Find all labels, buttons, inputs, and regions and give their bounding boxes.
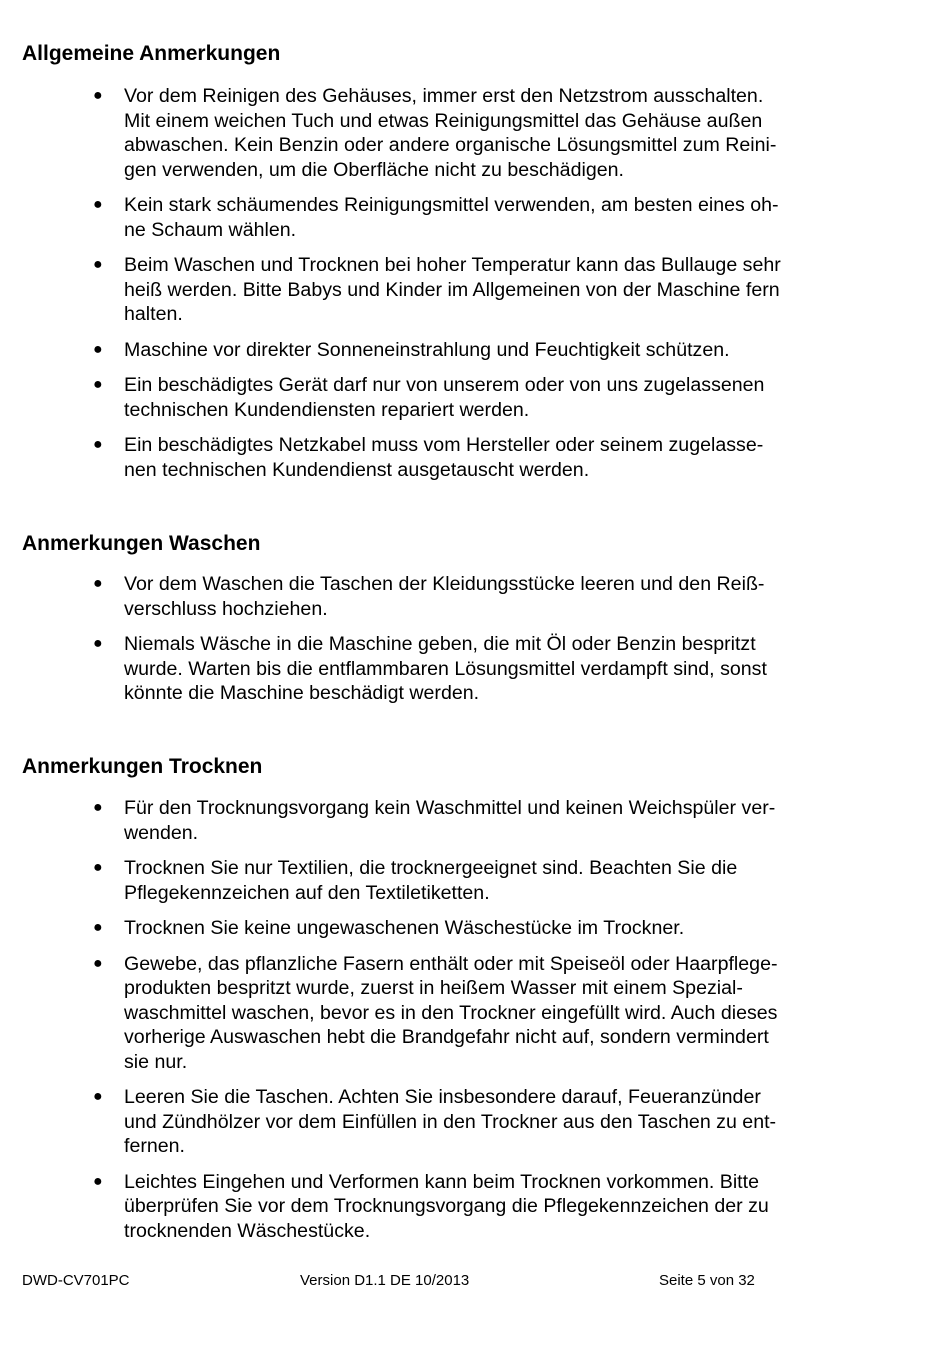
bullet-icon: ● bbox=[93, 635, 103, 652]
bullet-icon: ● bbox=[93, 436, 103, 453]
list-item: ● Vor dem Reinigen des Gehäuses, immer erst den Netzstrom ausschalten. Mit einem weichen Tuch und etwas Reinigungsmittel das Gehäuse außen abwaschen. Kein Benzin oder andere organische Lösungsmittel zum Reini- gen verwenden, um die Oberfläche nicht zu beschädigen. bbox=[93, 85, 777, 181]
list-item: ● Trocknen Sie nur Textilien, die trocknergeeignet sind. Beachten Sie die Pflegekennzeichen auf den Textiletiketten. bbox=[93, 857, 738, 904]
bullet-icon: ● bbox=[93, 859, 103, 876]
list-item: ● Beim Waschen und Trocknen bei hoher Temperatur kann das Bullauge sehr heiß werden. Bitte Babys und Kinder im Allgemeinen von der Maschine fern halten. bbox=[93, 254, 781, 325]
bullet-icon: ● bbox=[93, 799, 103, 816]
footer-model-number: DWD-CV701PC bbox=[22, 1272, 130, 1289]
bullet-icon: ● bbox=[93, 87, 103, 104]
list-item: ● Kein stark schäumendes Reinigungsmittel verwenden, am besten eines oh- ne Schaum wählen. bbox=[93, 194, 779, 241]
section-heading-general: Allgemeine Anmerkungen bbox=[22, 42, 281, 65]
section-heading-drying: Anmerkungen Trocknen bbox=[22, 755, 263, 778]
section-heading-washing: Anmerkungen Waschen bbox=[22, 532, 261, 555]
list-item: ● Gewebe, das pflanzliche Fasern enthält oder mit Speiseöl oder Haarpflege- produkten bespritzt wurde, zuerst in heißem Wasser mit einem Spezial- waschmittel waschen, bevor es in den Trockner eingefüllt wird. Auch dieses vorherige Auswaschen hebt die Brandgefahr nicht auf, sondern vermindert sie nur. bbox=[93, 952, 778, 1073]
list-item: ● Ein beschädigtes Netzkabel muss vom Hersteller oder seinem zugelasse- nen technischen Kundendienst ausgetauscht werden. bbox=[93, 434, 764, 481]
drying-notes-list bbox=[0, 796, 950, 1254]
bullet-icon: ● bbox=[93, 575, 103, 592]
list-item: ● Für den Trocknungsvorgang kein Waschmittel und keinen Weichspüler ver- wenden. bbox=[93, 797, 776, 844]
bullet-icon: ● bbox=[93, 1172, 103, 1190]
footer-page-number: Seite 5 von 32 bbox=[659, 1272, 755, 1289]
bullet-icon: ● bbox=[93, 954, 103, 972]
general-notes-list bbox=[0, 84, 950, 493]
list-item: ● Ein beschädigtes Gerät darf nur von unserem oder von uns zugelassenen technischen Kundendiensten repariert werden. bbox=[93, 374, 765, 421]
list-item: ● Vor dem Waschen die Taschen der Kleidungsstücke leeren und den Reiß- verschluss hochziehen. bbox=[93, 573, 765, 620]
bullet-icon: ● bbox=[93, 1088, 103, 1105]
washing-notes-list bbox=[0, 572, 950, 717]
list-item: ● Niemals Wäsche in die Maschine geben, die mit Öl oder Benzin bespritzt wurde. Warten bis die entflammbaren Lösungsmittel verdampft sind, sonst könnte die Maschine beschädigt werden. bbox=[93, 633, 767, 704]
bullet-icon: ● bbox=[93, 196, 103, 213]
list-item: ● Maschine vor direkter Sonneneinstrahlung und Feuchtigkeit schützen. bbox=[93, 338, 730, 361]
bullet-icon: ● bbox=[93, 919, 103, 936]
list-item: ● Trocknen Sie keine ungewaschenen Wäschestücke im Trockner. bbox=[93, 917, 685, 939]
bullet-icon: ● bbox=[93, 340, 103, 358]
list-item: ● Leeren Sie die Taschen. Achten Sie insbesondere darauf, Feueranzünder und Zündhölzer vor dem Einfüllen in den Trockner aus den Taschen zu ent- fernen. bbox=[93, 1086, 777, 1157]
footer-version: Version D1.1 DE 10/2013 bbox=[300, 1272, 470, 1289]
list-item: ● Leichtes Eingehen und Verformen kann beim Trocknen vorkommen. Bitte überprüfen Sie vor dem Trocknungsvorgang die Pflegekennzeichen der zu trocknenden Wäschestücke. bbox=[93, 1170, 769, 1242]
bullet-icon: ● bbox=[93, 376, 103, 393]
bullet-icon: ● bbox=[93, 256, 103, 273]
